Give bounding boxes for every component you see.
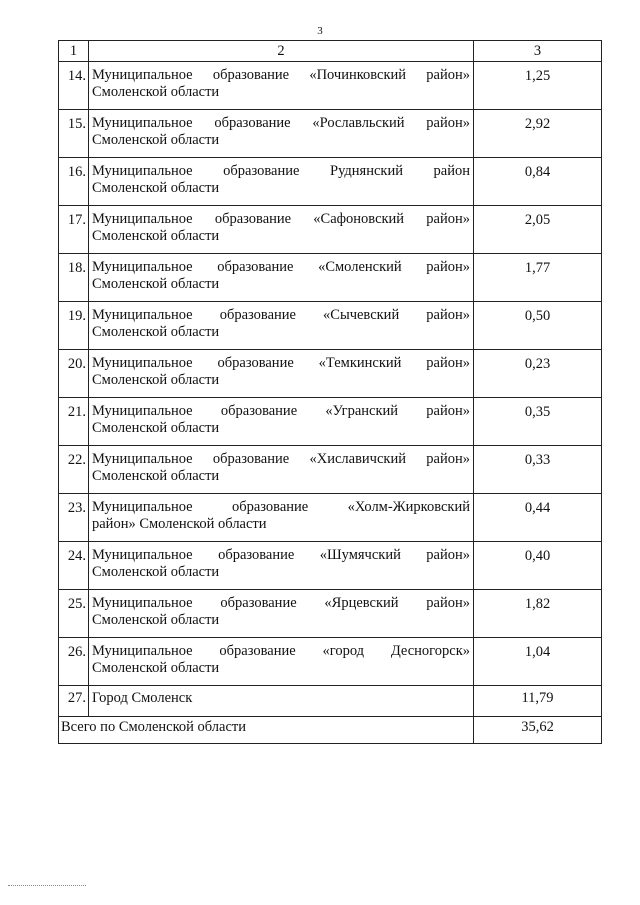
row-name-line2: район» Смоленской области (92, 516, 267, 532)
allocation-table (58, 40, 602, 744)
row-number: 16. (59, 158, 89, 206)
row-name (89, 638, 474, 686)
row-name-line2: Смоленской области (92, 84, 220, 100)
row-name-line2: Смоленской области (92, 564, 220, 580)
row-number: 18. (59, 254, 89, 302)
row-name-line1: Муниципальное образование «Смоленский район» (92, 259, 470, 275)
row-name-line1: Муниципальное образование «Шумячский район» (92, 547, 470, 563)
row-number: 14. (59, 62, 89, 110)
row-name-line2: Смоленской области (92, 180, 220, 196)
row-name-line2: Смоленской области (92, 132, 220, 148)
row-number: 20. (59, 350, 89, 398)
row-value: 0,40 (474, 542, 602, 590)
row-name-line1: Муниципальное образование «Холм-Жирковский (92, 499, 470, 515)
row-name (89, 398, 474, 446)
table-row (59, 590, 602, 638)
table-row (59, 686, 602, 717)
header-col-1: 1 (59, 41, 89, 62)
row-name-line2: Смоленской области (92, 228, 220, 244)
row-number: 23. (59, 494, 89, 542)
table-row (59, 206, 602, 254)
row-number: 25. (59, 590, 89, 638)
row-name-line2: Смоленской области (92, 468, 220, 484)
row-number: 24. (59, 542, 89, 590)
total-label: Всего по Смоленской области (59, 717, 474, 744)
row-number: 17. (59, 206, 89, 254)
row-name (89, 158, 474, 206)
row-value: 0,35 (474, 398, 602, 446)
table-header-row (59, 41, 602, 62)
table-row (59, 494, 602, 542)
header-col-2: 2 (89, 41, 474, 62)
row-name-line1: Муниципальное образование «Сычевский район» (92, 307, 470, 323)
row-value: 0,84 (474, 158, 602, 206)
row-name-line1: Муниципальное образование Руднянский район (92, 163, 470, 179)
row-value: 1,25 (474, 62, 602, 110)
row-name-line1: Муниципальное образование «Ярцевский район» (92, 595, 470, 611)
row-name-line1: Муниципальное образование «Рославльский район» (92, 115, 470, 131)
row-name (89, 350, 474, 398)
row-name-line1: Муниципальное образование «Хиславичский район» (92, 451, 470, 467)
row-name-line1: Муниципальное образование «Темкинский район» (92, 355, 470, 371)
row-value: 0,44 (474, 494, 602, 542)
row-number: 19. (59, 302, 89, 350)
table-row (59, 110, 602, 158)
row-name-line1: Муниципальное образование «город Десногорск» (92, 643, 470, 659)
table-row (59, 158, 602, 206)
page-number: 3 (317, 25, 323, 37)
row-value: 1,77 (474, 254, 602, 302)
row-name (89, 254, 474, 302)
row-value: 0,33 (474, 446, 602, 494)
total-value: 35,62 (474, 717, 602, 744)
row-value: 11,79 (474, 686, 602, 717)
row-number: 26. (59, 638, 89, 686)
row-name (89, 542, 474, 590)
row-name (89, 446, 474, 494)
table-row (59, 62, 602, 110)
row-name (89, 62, 474, 110)
row-number: 15. (59, 110, 89, 158)
footer-line (8, 885, 86, 886)
table-row (59, 302, 602, 350)
row-number: 21. (59, 398, 89, 446)
row-name (89, 206, 474, 254)
row-name-line2: Смоленской области (92, 372, 220, 388)
row-value: 1,04 (474, 638, 602, 686)
table-row (59, 446, 602, 494)
row-name-line1: Муниципальное образование «Сафоновский район» (92, 211, 470, 227)
row-name-line2: Смоленской области (92, 276, 220, 292)
row-name-line2: Смоленской области (92, 660, 220, 676)
table-row (59, 638, 602, 686)
row-value: 0,50 (474, 302, 602, 350)
row-value: 2,92 (474, 110, 602, 158)
table-row (59, 350, 602, 398)
row-name-line1: Муниципальное образование «Угранский район» (92, 403, 470, 419)
row-name (89, 494, 474, 542)
header-col-3: 3 (474, 41, 602, 62)
row-name-line1: Муниципальное образование «Починковский район» (92, 67, 470, 83)
table-row (59, 254, 602, 302)
table-row (59, 398, 602, 446)
total-row (59, 717, 602, 744)
row-name (89, 302, 474, 350)
row-name-line2: Смоленской области (92, 420, 220, 436)
row-name-line2: Смоленской области (92, 324, 220, 340)
table-row (59, 542, 602, 590)
row-value: 2,05 (474, 206, 602, 254)
row-number: 27. (59, 686, 89, 717)
row-name: Город Смоленск (89, 686, 474, 717)
row-number: 22. (59, 446, 89, 494)
row-name-line2: Смоленской области (92, 612, 220, 628)
row-value: 0,23 (474, 350, 602, 398)
row-name (89, 590, 474, 638)
row-name (89, 110, 474, 158)
row-value: 1,82 (474, 590, 602, 638)
